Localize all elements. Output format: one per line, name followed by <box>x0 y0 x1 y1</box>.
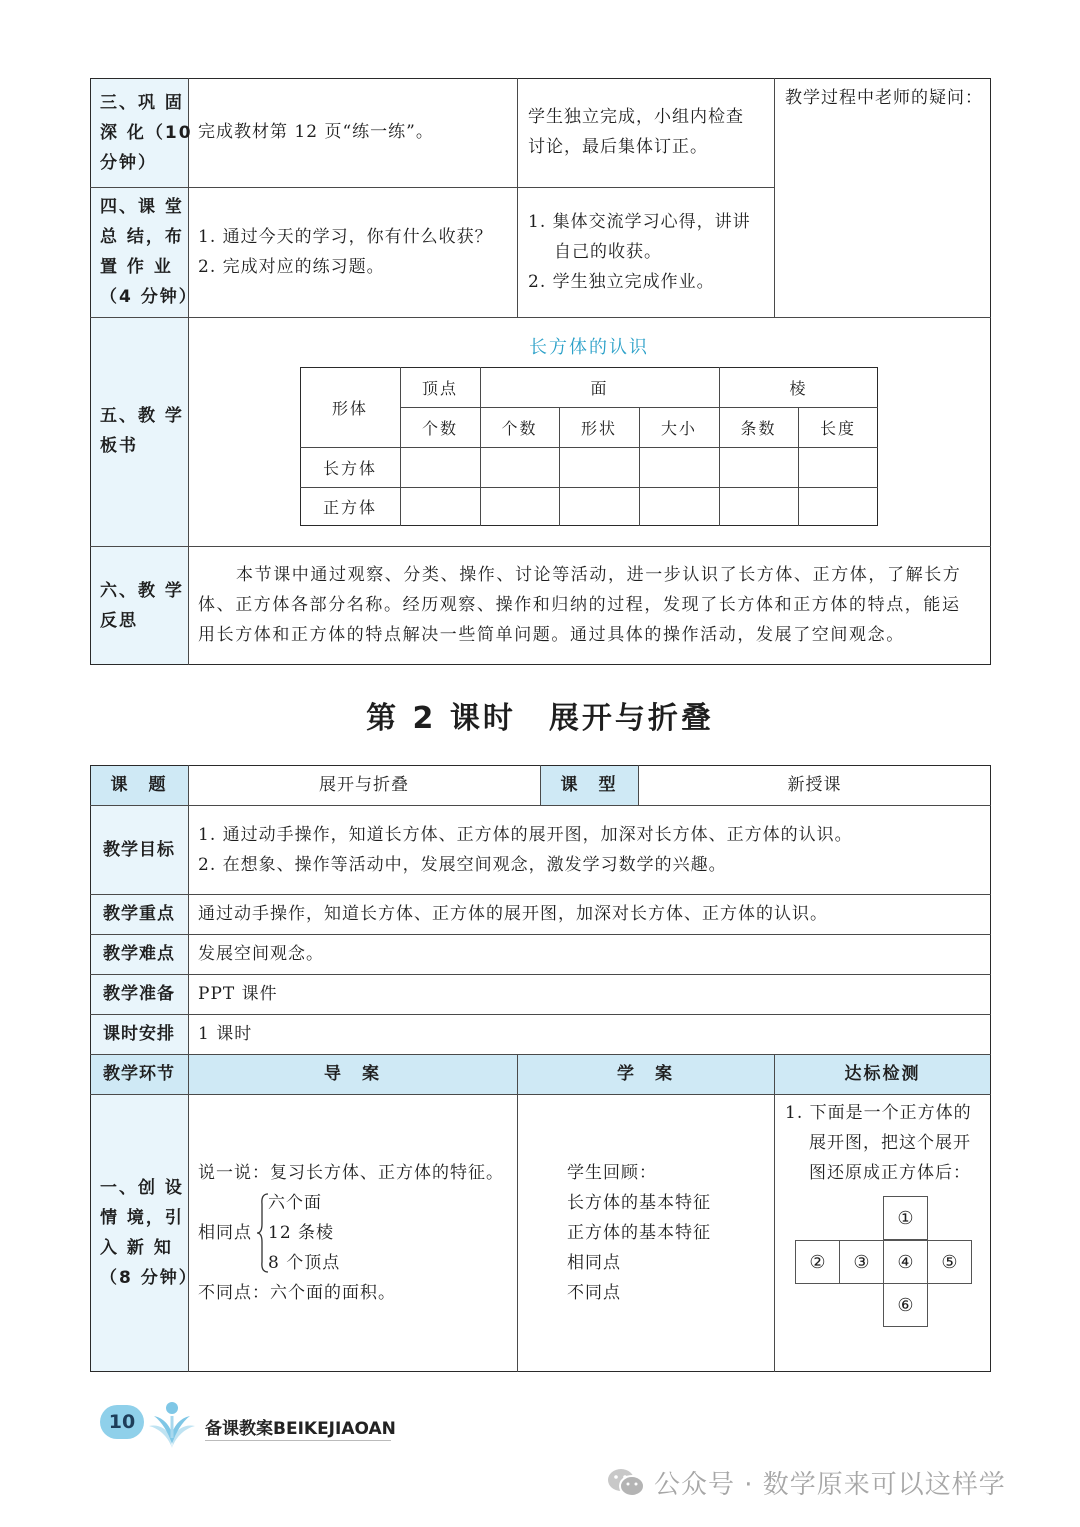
net-face: ⑥ <box>883 1283 928 1327</box>
diff-text: 不同点：六个面的面积。 <box>198 1283 396 1303</box>
page-number: 10 <box>108 1411 136 1433</box>
topic-label: 课 题 <box>110 775 168 795</box>
key-label: 教学重点 <box>103 904 175 924</box>
type-label: 课 型 <box>560 775 618 795</box>
schedule-text: 1 课时 <box>198 1024 253 1044</box>
board-subheader: 大小 <box>660 418 697 438</box>
board-title: 长方体的认识 <box>529 337 649 358</box>
same-items: 六个面 12 条棱 8 个顶点 <box>268 1193 341 1273</box>
wechat-icon <box>606 1466 646 1500</box>
net-face: ① <box>883 1196 928 1240</box>
brand-text: 备课教案BEIKEJIAOAN <box>205 1419 396 1439</box>
guide-text: 完成教材第 12 页“练一练”。 <box>198 122 434 142</box>
guide-header: 导 案 <box>324 1064 381 1084</box>
check-text: 1. 下面是一个正方体的 展开图，把这个展开 图还原成正方体后： <box>785 1103 972 1183</box>
key-text: 通过动手操作，知道长方体、正方体的展开图，加深对长方体、正方体的认识。 <box>198 904 828 924</box>
board-header: 面 <box>590 378 609 398</box>
schedule-label: 课时安排 <box>103 1024 175 1044</box>
board-row-label: 正方体 <box>322 498 377 517</box>
stage-label: 五、教 学 板书 <box>100 406 184 456</box>
check-header: 达标检测 <box>844 1064 921 1084</box>
same-label: 相同点 <box>198 1223 252 1243</box>
stage-label: 四、课 堂 总 结，布 置 作 业 （4 分钟） <box>100 197 198 307</box>
board-subheader: 个数 <box>421 418 458 438</box>
board-subheader: 条数 <box>740 418 777 438</box>
topic-value: 展开与折叠 <box>319 775 409 795</box>
board-subheader: 形状 <box>580 418 617 438</box>
study-text: 1. 集体交流学习心得，讲讲 自己的收获。 2. 学生独立完成作业。 <box>528 212 751 292</box>
board-subheader: 个数 <box>501 418 538 438</box>
watermark-text: 公众号 · 数学原来可以这样学 <box>654 1470 1006 1500</box>
side-note: 教学过程中老师的疑问： <box>785 88 983 108</box>
difficulty-label: 教学难点 <box>103 944 175 964</box>
net-face: ⑤ <box>927 1240 972 1284</box>
stage-label: 三、巩 固 深 化（10 分钟） <box>100 93 193 173</box>
board-header: 棱 <box>789 378 808 398</box>
net-face: ② <box>795 1240 840 1284</box>
board-row-label: 长方体 <box>322 458 377 478</box>
reflection-text: 本节课中通过观察、分类、操作、讨论等活动，进一步认识了长方体、正方体，了解长方 体、正方体各部分名称。经历观察、操作和归纳的过程，发现了长方体和正方体的特点，能运 用长方体和正方体的特点解决一些简单问题。通过具体的操作活动，发展了空间观念。 <box>198 565 962 645</box>
page-number-badge <box>100 1405 144 1439</box>
guide-intro: 说一说：复习长方体、正方体的特征。 <box>198 1163 504 1183</box>
difficulty-text: 发展空间观念。 <box>198 944 324 964</box>
study-list: 学生回顾： 长方体的基本特征 正方体的基本特征 相同点 不同点 <box>567 1163 711 1303</box>
brand-underline <box>205 1440 391 1441</box>
process-label: 教学环节 <box>103 1064 175 1084</box>
goals-label: 教学目标 <box>103 840 175 860</box>
prep-label: 教学准备 <box>103 984 175 1004</box>
board-corner: 形体 <box>331 398 368 418</box>
goals-text: 1. 通过动手操作，知道长方体、正方体的展开图，加深对长方体、正方体的认识。 2. 在想象、操作等活动中，发展空间观念，激发学习数学的兴趣。 <box>198 825 853 875</box>
stage-label: 六、教 学 反思 <box>100 581 184 631</box>
board-header: 顶点 <box>421 378 458 398</box>
stage-label: 一、创 设 情 境，引 入 新 知 （8 分钟） <box>100 1178 198 1288</box>
net-face: ④ <box>883 1240 928 1284</box>
prep-text: PPT 课件 <box>198 984 278 1004</box>
net-face: ③ <box>839 1240 884 1284</box>
logo-icon <box>146 1398 198 1450</box>
board-subheader: 长度 <box>819 418 856 438</box>
type-value: 新授课 <box>787 775 842 795</box>
section-title: 第 2 课时 展开与折叠 <box>366 701 714 736</box>
guide-text: 1. 通过今天的学习，你有什么收获？ 2. 完成对应的练习题。 <box>198 227 493 277</box>
study-text: 学生独立完成，小组内检查 讨论，最后集体订正。 <box>528 107 744 157</box>
study-header: 学 案 <box>617 1064 674 1084</box>
